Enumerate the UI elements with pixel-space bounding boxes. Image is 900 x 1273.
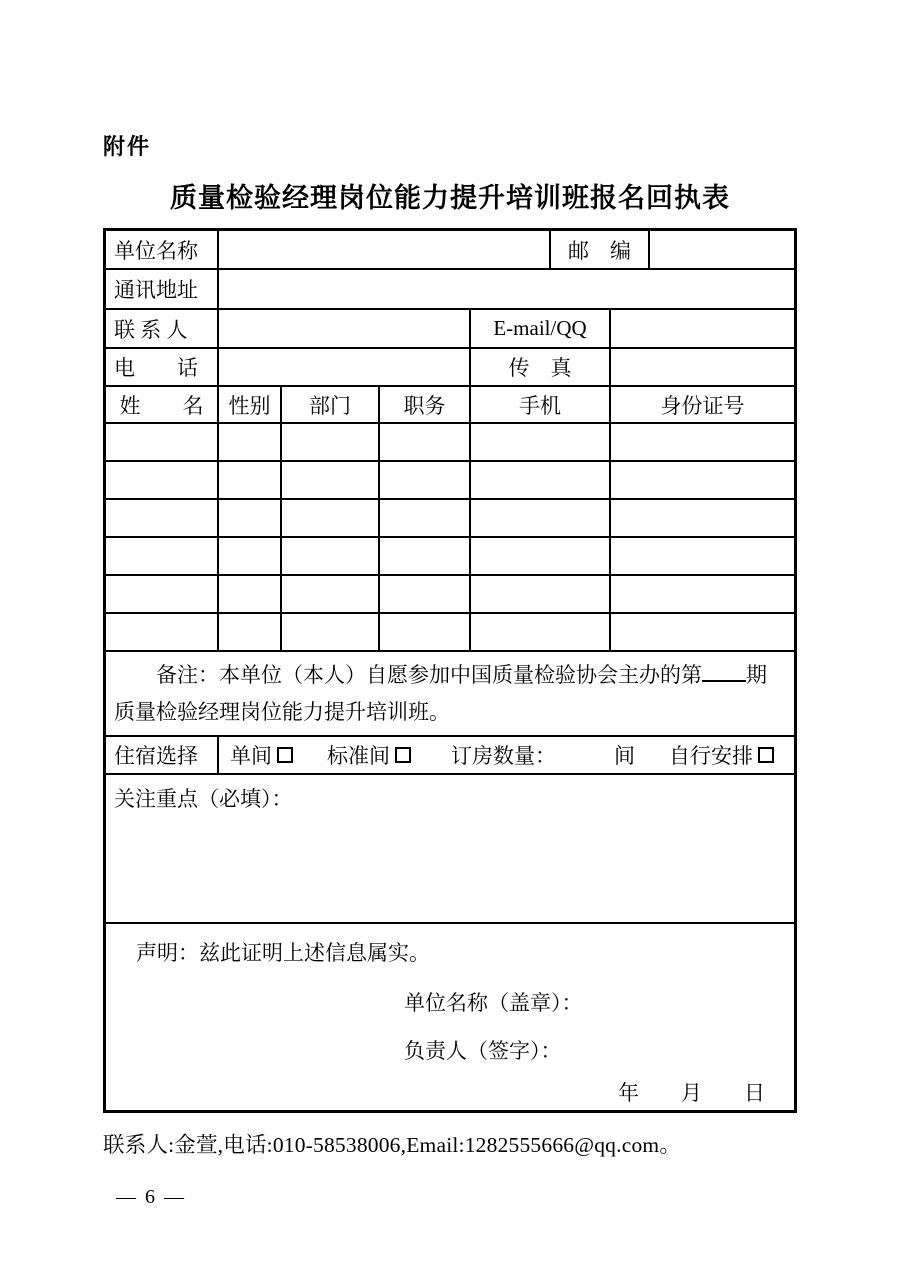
address-row (106, 270, 794, 310)
roster-empty-row (106, 576, 794, 614)
roster-col-name: 姓 名 (106, 387, 219, 422)
phone-row (106, 349, 794, 387)
address-input-cell (219, 270, 794, 308)
self-arrange-option: 自行安排 (669, 740, 774, 770)
remark-text (106, 652, 794, 735)
roster-col-gender: 性别 (219, 387, 282, 422)
accommodation-label: 住宿选择 (106, 737, 219, 773)
declaration-statement: 声明：兹此证明上述信息属实。 (136, 941, 430, 965)
remark-row (106, 652, 794, 737)
roster-empty-row (106, 538, 794, 576)
registration-form-table (103, 228, 797, 1113)
attachment-label: 附件 (103, 134, 152, 159)
contact-label: 联 系 人 (106, 310, 219, 347)
roster-empty-row (106, 462, 794, 500)
signer-label: 负责人（签字）： (404, 1039, 562, 1063)
address-label: 通讯地址 (106, 270, 219, 308)
single-room-checkbox-icon (277, 747, 293, 763)
remark-line1: 备注：本单位（本人）自愿参加中国质量检验协会主办的第 期 (156, 663, 767, 687)
roster-header-row (106, 387, 794, 424)
postcode-input-cell (650, 231, 794, 268)
contact-input-cell (219, 310, 471, 347)
declaration-row (106, 924, 794, 1110)
page-number: — 6 — (116, 1186, 186, 1208)
roster-col-id-number: 身份证号 (660, 393, 745, 418)
roster-col-position: 职务 (380, 387, 471, 422)
accommodation-row (106, 737, 794, 775)
unit-name-label: 单位名称 (106, 231, 219, 268)
standard-room-option: 标准间 (327, 740, 411, 770)
room-unit-label: 间 (614, 744, 635, 768)
focus-cell (106, 775, 794, 922)
fill-in-blank (702, 666, 746, 682)
page-title: 质量检验经理岗位能力提升培训班报名回执表 (170, 183, 730, 213)
email-input-cell (611, 310, 794, 347)
phone-input-cell (219, 349, 471, 385)
contact-row (106, 310, 794, 349)
unit-name-row (106, 231, 794, 270)
postcode-label: 邮 编 (551, 231, 650, 268)
focus-row (106, 775, 794, 924)
roster-col-mobile: 手机 (471, 387, 611, 422)
fax-input-cell (611, 349, 794, 385)
roster-empty-row (106, 614, 794, 652)
accommodation-options (219, 737, 794, 773)
fax-label: 传 真 (471, 349, 611, 385)
single-room-option: 单间 (230, 740, 293, 770)
roster-empty-row (106, 424, 794, 462)
self-arrange-checkbox-icon (758, 747, 774, 763)
phone-label: 电 话 (106, 349, 219, 385)
unit-name-input-cell (219, 231, 551, 268)
roster-empty-row (106, 500, 794, 538)
roster-col-department: 部门 (282, 387, 380, 422)
email-label: E-mail/QQ (471, 310, 611, 347)
date-line: 年 月 日 (618, 1081, 765, 1105)
focus-label: 关注重点（必填）： (114, 787, 293, 811)
unit-seal-label: 单位名称（盖章）： (404, 991, 583, 1015)
footer-contact-line: 联系人:金萱,电话:010-58538006,Email:1282555666@qq.com。 (103, 1133, 682, 1157)
booking-qty-label: 订房数量： (451, 744, 556, 768)
declaration-cell (106, 924, 794, 1110)
standard-room-checkbox-icon (395, 747, 411, 763)
page-content (103, 0, 797, 1209)
remark-line2: 质量检验经理岗位能力提升培训班。 (114, 700, 450, 724)
